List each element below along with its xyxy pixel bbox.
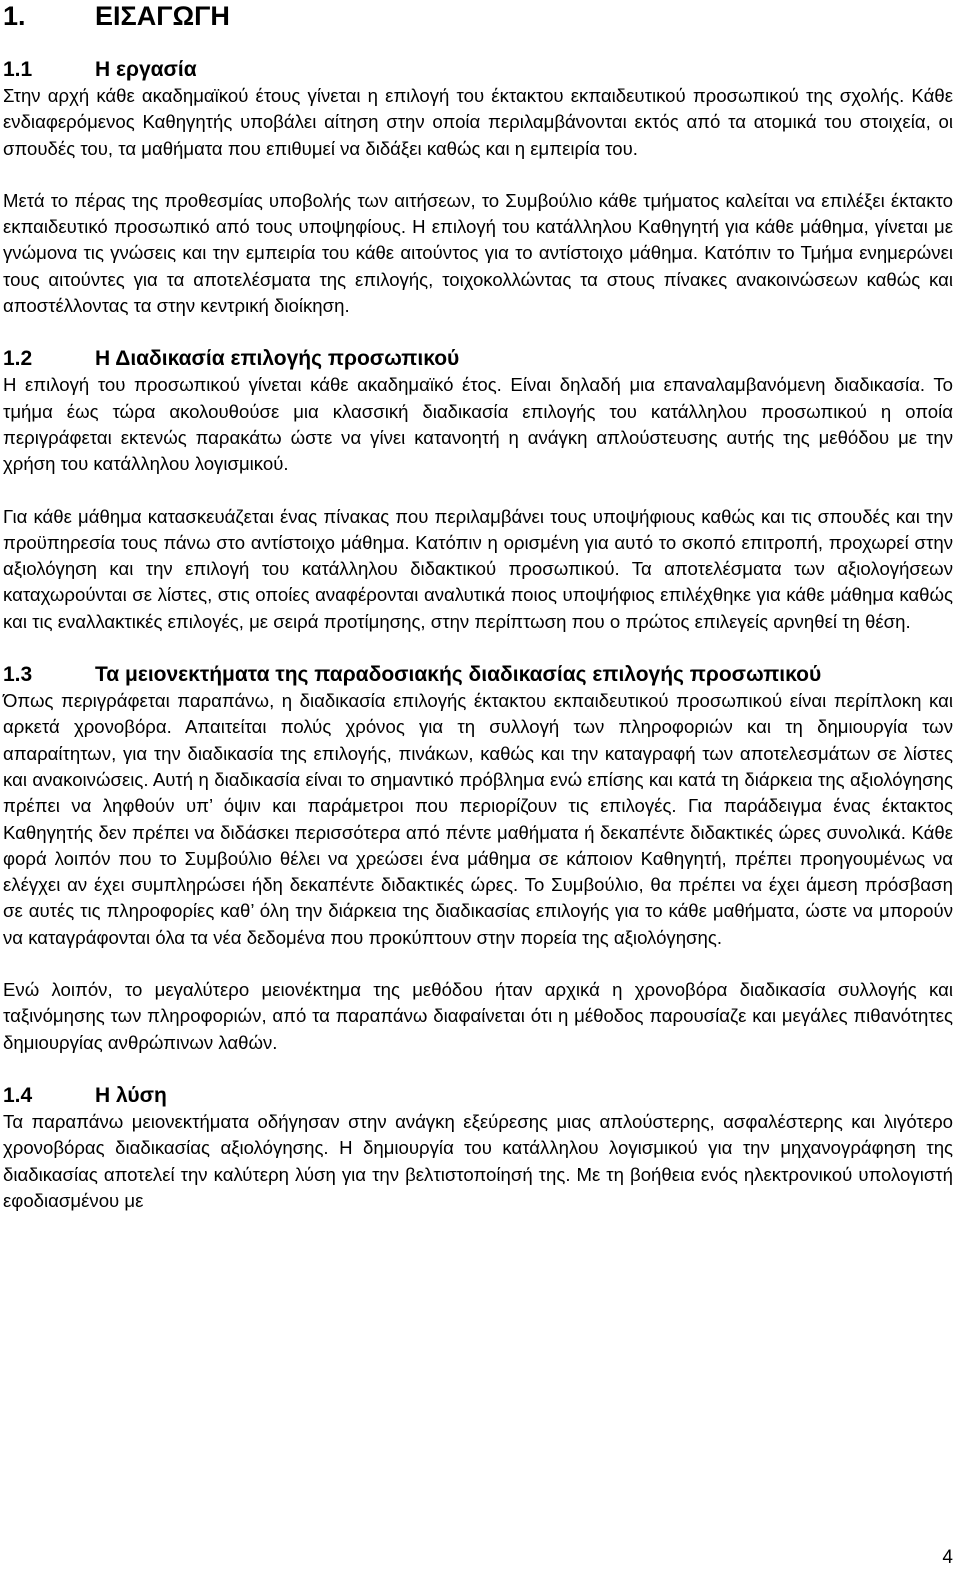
paragraph: Η επιλογή του προσωπικού γίνεται κάθε ακαδημαϊκό έτος. Είναι δηλαδή μια επαναλαμβανόμενη διαδικασία. Το τμήμα έως τώρα ακολουθούσε μια κλασσική διαδικασία επιλογής του κατάλληλου προσωπικού η οποία περιγράφεται εκτενώς παρακάτω ώστε να γίνει κατανοητή η ανάγκη απλούστευσης αυτής της μεθόδου με την χρήση του κατάλληλου λογισμικού. <box>3 374 953 475</box>
paragraph: Στην αρχή κάθε ακαδημαϊκού έτους γίνεται η επιλογή του έκτακτου εκπαιδευτικού προσωπικού της σχολής. Κάθε ενδιαφερόμενος Καθηγητής υποβάλει αίτηση στην οποία περιλαμβάνονται εκτός από τα ατομικά του στοιχεία, οι σπουδές του, τα μαθήματα που επιθυμεί να διδάξει καθώς και η εμπειρία του. <box>3 85 953 159</box>
document-body <box>3 0 953 1214</box>
section-number: 1.4 <box>3 1083 33 1107</box>
section-number: 1.2 <box>3 347 33 371</box>
section-heading-1-2 <box>3 345 953 372</box>
paragraph: Για κάθε μάθημα κατασκευάζεται ένας πίνακας που περιλαμβάνει τους υποψήφιους καθώς και τις σπουδές και την προϋπηρεσία τους πάνω στο αντίστοιχο μάθημα. Κατόπιν η ορισμένη για αυτό το σκοπό επιτροπή, προχωρεί στην αξιολόγηση και την επιλογή του κατάλληλου διδακτικού προσωπικού. Τα αποτελέσματα των αξιολογήσεων καταχωρούνται σε λίστες, στις οποίες αναφέρονται αναλυτικά ποιος υποψήφιος επιλέχθηκε για κάθε μάθημα καθώς και τις εναλλακτικές επιλογές, με σειρά προτίμησης, στην περίπτωση που ο πρώτος επιλεγείς αρνηθεί τη θέση. <box>3 505 953 632</box>
section-number: 1.3 <box>3 663 33 687</box>
section-heading-1-3 <box>3 661 953 688</box>
section-title: Τα μειονεκτήματα της παραδοσιακής διαδικασίας επιλογής προσωπικού <box>95 663 822 687</box>
paragraph: Ενώ λοιπόν, το μεγαλύτερο μειονέκτημα της μεθόδου ήταν αρχικά η χρονοβόρα διαδικασία συλλογής και ταξινόμησης των πληροφοριών, από τα παραπάνω διαφαίνεται ότι η μέθοδος παρουσίαζε και μεγάλες πιθανότητες δημιουργίας ανθρώπινων λαθών. <box>3 979 953 1053</box>
section-heading-1-4 <box>3 1082 953 1109</box>
chapter-number: 1. <box>3 1 26 31</box>
paragraph: Μετά το πέρας της προθεσμίας υποβολής των αιτήσεων, το Συμβούλιο κάθε τμήματος καλείται να επιλέξει έκτακτο εκπαιδευτικό προσωπικό από τους υποψηφίους. Η επιλογή του κατάλληλου Καθηγητή για κάθε μάθημα, γίνεται με γνώμονα τις γνώσεις και την εμπειρία του κάθε αιτούντος για το αντίστοιχο μάθημα. Κατόπιν το Τμήμα ενημερώνει τους αιτούντες για τα αποτελέσματα της επιλογής, τοιχοκολλώντας τα στους πίνακες ανακοινώσεων καθώς και αποστέλλοντας τα στην κεντρική διοίκηση. <box>3 189 953 317</box>
chapter-title: ΕΙΣΑΓΩΓΗ <box>95 1 230 31</box>
section-title: Η Διαδικασία επιλογής προσωπικού <box>95 347 460 371</box>
section-title: Η λύση <box>95 1083 167 1107</box>
paragraph: Όπως περιγράφεται παραπάνω, η διαδικασία επιλογής έκτακτου εκπαιδευτικού προσωπικού είναι περίπλοκη και αρκετά χρονοβόρα. Απαιτείται πολύς χρόνος για τη συλλογή των πληροφοριών και τη δημιουργία των απαραίτητων, για την διαδικασία της επιλογής, πινάκων, καθώς και την καταγραφή των αποτελεσμάτων σε λίστες και ανακοινώσεις. Αυτή η διαδικασία είναι το σημαντικό πρόβλημα ενώ επίσης και κατά τη διάρκεια της αξιολόγησης πρέπει να ληφθούν υπ’ όψιν και παράμετροι που περιορίζουν τις επιλογές. Για παράδειγμα ένας έκτακτος Καθηγητής δεν πρέπει να διδάσκει περισσότερα από πέντε μαθήματα ή δεκαπέντε διδακτικές ώρες συνολικά. Κάθε φορά λοιπόν που το Συμβούλιο θέλει να χρεώσει ένα μάθημα σε κάποιον Καθηγητή, πρέπει προηγουμένως να ελέγχει αν έχει συμπληρώσει ήδη δεκαπέντε διδακτικές ώρες. Το Συμβούλιο, θα πρέπει να έχει άμεση πρόσβαση σε αυτές τις πληροφορίες καθ’ όλη την διάρκεια της διαδικασίας επιλογής για το κάθε μαθήματα, ώστε να μπορούν να καταγράφονται όλα τα νέα δεδομένα που προκύπτουν στην πορεία της αξιολόγησης. <box>3 690 953 948</box>
section-title: Η εργασία <box>95 58 197 81</box>
paragraph: Τα παραπάνω μειονεκτήματα οδήγησαν στην ανάγκη εξεύρεσης μιας απλούστερης, ασφαλέστερης και λιγότερο χρονοβόρας διαδικασίας αξιολόγησης. Η δημιουργία του κατάλληλου λογισμικού για την μηχανογράφηση της διαδικασίας αποτελεί την καλύτερη λύση για την βελτιστοποίησή της. Με τη βοήθεια ενός ηλεκτρονικού υπολογιστή εφοδιασμένου με <box>3 1110 953 1211</box>
chapter-heading <box>3 0 953 32</box>
page-number: 4 <box>942 1547 953 1568</box>
section-number: 1.1 <box>3 58 33 81</box>
section-heading-1-1 <box>3 56 953 83</box>
